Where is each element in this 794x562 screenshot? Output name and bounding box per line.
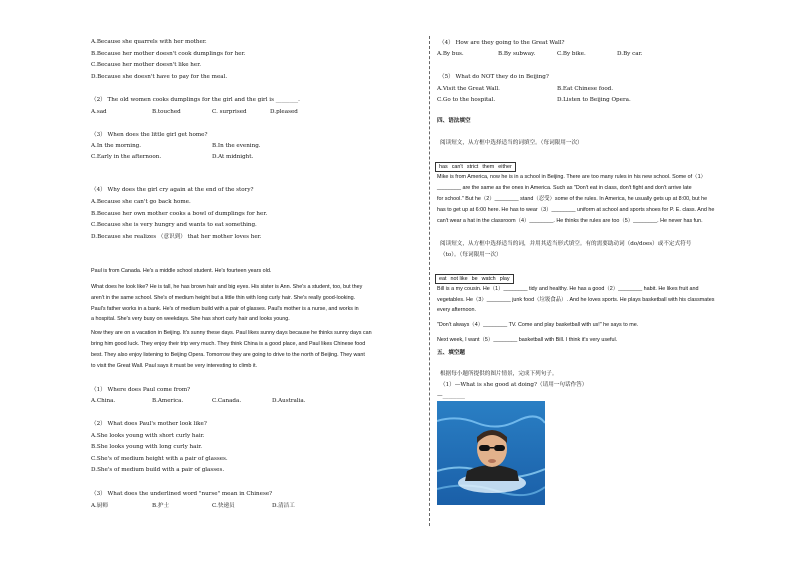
q4-opt-c: C.Because she is very hungry and wants to eat something. — [91, 222, 257, 228]
question-4: （4） Why does the girl cry again at the end of the story? — [91, 187, 254, 193]
instruction: 阅读短文，从方框中选择适当的词填空。（每词限用一次） — [440, 140, 583, 146]
q4-opt-a: A.Because she can't go back home. — [91, 199, 191, 205]
q3-opt-c: C.Early in the afternoon. — [91, 154, 162, 160]
q4-opt-b: B.Because her own mother cooks a bowl of dumplings for her. — [91, 211, 268, 217]
p2-opt-d: D.She's of medium build with a pair of glasses. — [91, 467, 225, 473]
cloze-line: has to get up at 6:00 here. He has to wear（3）________ uniform at school and sports shoes for P. E. class. And he — [437, 207, 715, 213]
option-b: B.Because her mother doesn't cook dumplings for her. — [91, 51, 246, 57]
passage-line: a hospital. She's very busy on weekdays. She has short curly hair and looks young. — [91, 316, 290, 322]
cloze-line: can't wear a hat in the classroom（4）________. He thinks the rules are too（5）________. He never has fun. — [437, 218, 703, 224]
cloze-line: for school." But he（2）________ stand（忍受）some of the rules. In America, he usually gets up at 8:00, but he — [437, 196, 708, 202]
cloze-line: Mike is from America, now he is in a school in Beijing. There are too many rules in his new school. Some of（1） — [437, 174, 706, 180]
q2-opt-d: D.pleased — [270, 109, 298, 115]
picture-question: （1）—What is she good at doing?（请用一句话作答） — [440, 382, 588, 388]
q3-opt-a: A.In the morning. — [91, 143, 142, 149]
passage-line: best. They also enjoy listening to Beijing Opera. Tomorrow they are going to drive to the north of Beijing. They want — [91, 352, 365, 358]
p3-opt-c: C.快递员 — [212, 503, 235, 509]
question-2: （2） The old women cooks dumplings for the girl and the girl is ________. — [91, 97, 300, 103]
swimmer-photo — [437, 401, 545, 505]
cloze-line: "Don't always（4）________ TV. Come and play basketball with us!" he says to me. — [437, 322, 639, 328]
word-box-item: not like — [450, 276, 468, 282]
p2-opt-c: C.She's of medium height with a pair of glasses. — [91, 456, 228, 462]
passage-line: bring him good luck. They enjoy their trip very much. They think China is a good place, and Paul likes Chinese food — [91, 341, 366, 347]
column-divider — [429, 36, 430, 526]
p5-opt-c: C.Go to the hospital. — [437, 97, 496, 103]
p3-opt-b: B.护士 — [152, 503, 170, 509]
reading-q1: （1） Where does Paul come from? — [91, 387, 191, 393]
passage-line: What does he look like? He is tall, he has brown hair and big eyes. His sister is Ann. She's a student, too, but they — [91, 284, 363, 290]
q2-opt-a: A.sad — [91, 109, 107, 115]
p3-opt-d: D.清洁工 — [272, 503, 295, 509]
p4-opt-a: A.By bus. — [437, 51, 464, 57]
passage-line: aren't in the same school. She's of medium height but a little thin with long curly hair. She's really good-looking. — [91, 295, 356, 301]
instruction: 阅读短文，从方框中选择适当的词，并用其适当形式填空。有的需要助动词（do/does）或不定式符号 — [440, 241, 692, 247]
instruction: 根据每小题所提供的图片情景，完成下列句子。 — [440, 371, 558, 377]
word-box-item: play — [499, 276, 510, 282]
p5-opt-a: A.Visit the Great Wall. — [437, 86, 500, 92]
answer-line: —________ — [437, 393, 465, 399]
option-d: D.Because she doesn't have to pay for the meal. — [91, 74, 228, 80]
passage-line: to visit the Great Wall. Paul says it must be very interesting to climb it. — [91, 363, 258, 369]
option-c: C.Because her mother doesn't like her. — [91, 62, 202, 68]
reading-q2: （2） What does Paul's mother look like? — [91, 421, 207, 427]
word-box-item: be — [471, 276, 478, 282]
word-box-item: has — [439, 164, 448, 170]
cloze-line: Bill is a my cousin. He（1）________ tidy and healthy. He has a good（2）________ habit. He likes fruit and — [437, 286, 699, 292]
word-box — [435, 274, 514, 284]
p4-opt-c: C.By bike. — [557, 51, 586, 57]
p5-opt-b: B.Eat Chinese food. — [557, 86, 614, 92]
p4-opt-b: B.By subway. — [498, 51, 536, 57]
word-box-item: eat — [439, 276, 447, 282]
question-3: （3） When does the little girl get home? — [91, 132, 208, 138]
reading-q5: （5） What do NOT they do in Beijing? — [439, 74, 549, 80]
p4-opt-d: D.By car. — [617, 51, 643, 57]
q2-opt-b: B.touched — [152, 109, 181, 115]
passage-line: Paul is from Canada. He's a middle school student. He's fourteen years old. — [91, 268, 272, 274]
word-box-item: them — [482, 164, 495, 170]
p1-opt-d: D.Australia. — [272, 398, 306, 404]
section-heading: 四、语法填空 — [437, 118, 471, 124]
word-box-item: strict — [466, 164, 479, 170]
q3-opt-b: B.In the evening. — [212, 143, 261, 149]
cloze-line: vegetables. He（3）________ junk food（垃圾食品）. And he loves sports. He plays basketball with his classmates — [437, 297, 715, 303]
p2-opt-b: B.She looks young with long curly hair. — [91, 444, 203, 450]
word-box-item: either — [498, 164, 512, 170]
p5-opt-d: D.Listen to Beijing Opera. — [557, 97, 631, 103]
q3-opt-d: D.At midnight. — [212, 154, 254, 160]
section-heading: 五、填空题 — [437, 350, 465, 356]
cloze-line: ________ are the same as the ones in America. Such as "Don't eat in class, don't fight and don't arrive late — [437, 185, 692, 191]
p1-opt-c: C.Canada. — [212, 398, 242, 404]
passage-line: Now they are on a vacation in Beijing. It's sunny these days. Paul likes sunny days because he thinks sunny days can — [91, 330, 372, 336]
p2-opt-a: A.She looks young with short curly hair. — [91, 433, 205, 439]
word-box-item: can't — [451, 164, 463, 170]
q2-opt-c: C. surprised — [212, 109, 247, 115]
p1-opt-a: A.China. — [91, 398, 116, 404]
reading-q4: （4） How are they going to the Great Wall? — [439, 40, 565, 46]
p3-opt-a: A.厨师 — [91, 503, 109, 509]
cloze-line: Next week, I want（5）________ basketball with Bill. I think it's very useful. — [437, 337, 618, 343]
cloze-line: every afternoon. — [437, 307, 476, 313]
word-box-item: watch — [481, 276, 496, 282]
passage-line: Paul's father works in a bank. He's of medium build with a pair of glasses. Paul's mother is a nurse, and works in — [91, 306, 359, 312]
option-a: A.Because she quarrels with her mother. — [91, 39, 207, 45]
word-box — [435, 162, 516, 172]
p1-opt-b: B.America. — [152, 398, 184, 404]
q4-opt-d: D.Because she realizes （意识到） that her mother loves her. — [91, 234, 262, 240]
swimmer-illustration — [437, 401, 545, 505]
reading-q3: （3） What does the underlined word "nurse" mean in Chinese? — [91, 491, 273, 497]
instruction: （to）。（每词限用一次） — [440, 252, 502, 258]
